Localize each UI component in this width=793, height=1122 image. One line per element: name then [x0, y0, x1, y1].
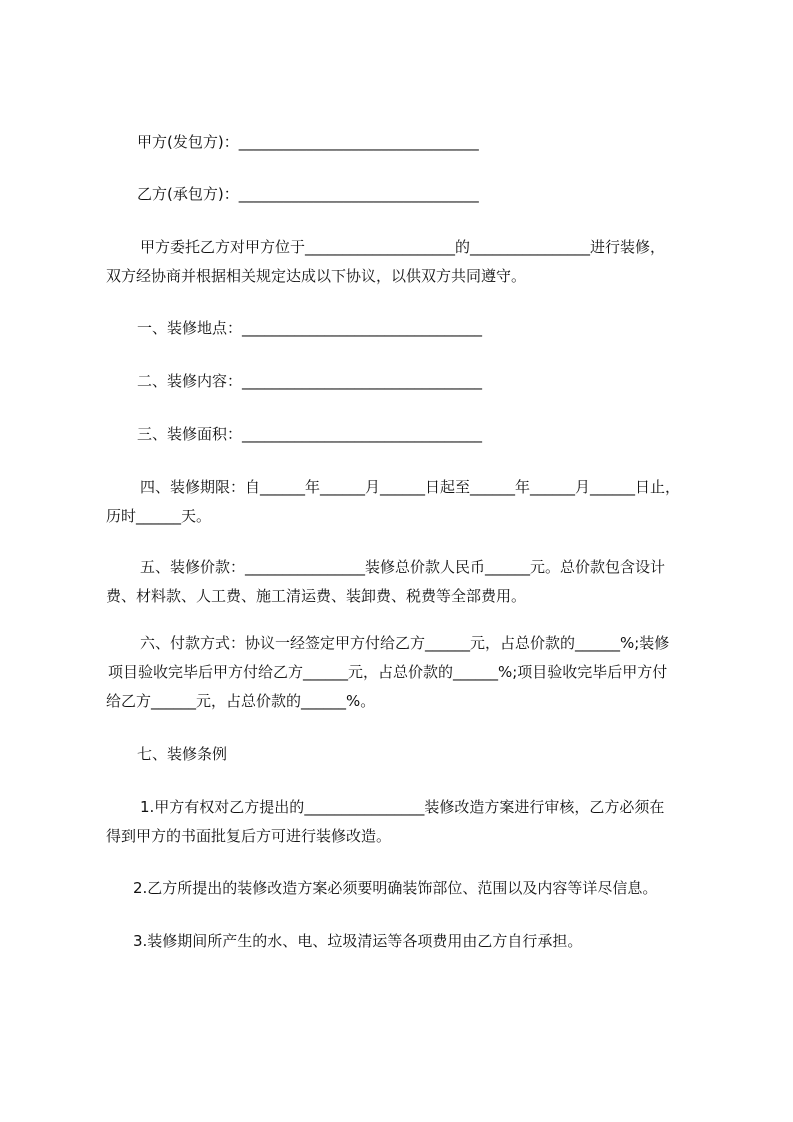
item-2-content: 二、装修内容：________________________________: [137, 372, 483, 390]
item-7-heading: 七、装修条例: [137, 745, 228, 763]
item-6-payment-line-3: 给乙方______元，占总价款的______%。: [106, 692, 376, 710]
intro-paragraph-line-2: 双方经协商并根据相关规定达成以下协议，以供双方共同遵守。: [106, 267, 527, 285]
item-5-price-line-2: 费、材料款、人工费、施工清运费、装卸费、税费等全部费用。: [106, 587, 527, 605]
item-4-period-line-2: 历时______天。: [106, 507, 212, 525]
item-5-price-line-1: 五、装修价款：________________装修总价款人民币______元。总价款包含设计: [140, 558, 666, 576]
item-6-payment-line-1: 六、付款方式：协议一经签定甲方付给乙方______元，占总价款的______%;装修: [140, 634, 670, 652]
party-a-line: 甲方(发包方)：________________________________: [137, 133, 479, 151]
party-b-line: 乙方(承包方)：________________________________: [137, 185, 479, 203]
clause-1-line-1: 1.甲方有权对乙方提出的________________装修改造方案进行审核，乙方必须在: [140, 798, 665, 816]
item-4-period-line-1: 四、装修期限：自______年______月______日起至______年______月______日止，: [140, 478, 681, 496]
item-6-payment-line-2: 项目验收完毕后甲方付给乙方______元，占总价款的______%;项目验收完毕后甲方付: [108, 663, 668, 681]
item-3-area: 三、装修面积：________________________________: [137, 425, 483, 443]
clause-2: 2.乙方所提出的装修改造方案必须要明确装饰部位、范围以及内容等详尽信息。: [133, 879, 658, 897]
intro-paragraph-line-1: 甲方委托乙方对甲方位于____________________的________________进行装修，: [140, 238, 666, 256]
clause-3: 3.装修期间所产生的水、电、垃圾清运等各项费用由乙方自行承担。: [133, 932, 583, 950]
item-1-location: 一、装修地点：________________________________: [137, 319, 483, 337]
clause-1-line-2: 得到甲方的书面批复后方可进行装修改造。: [106, 827, 392, 845]
